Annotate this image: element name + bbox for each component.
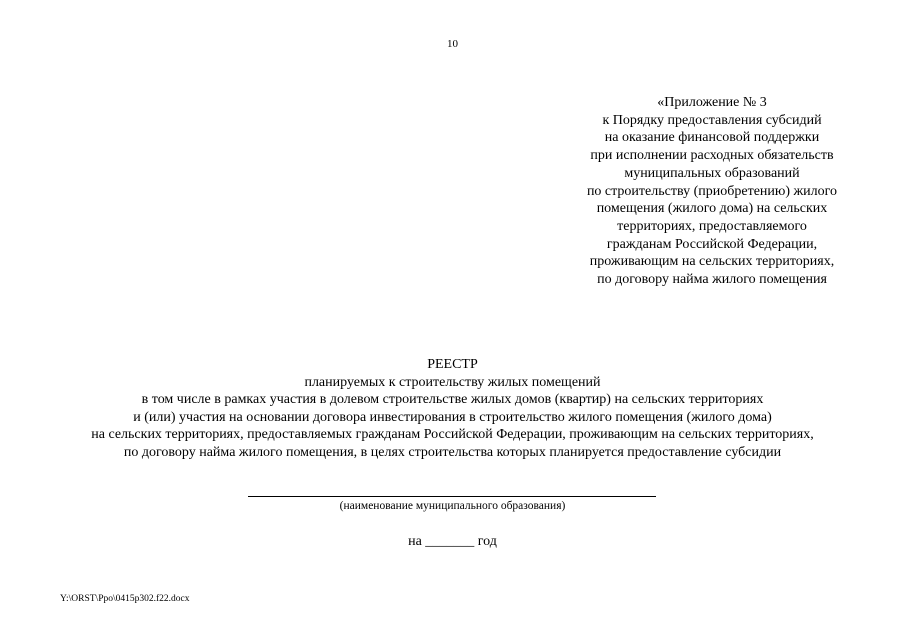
appendix-line: к Порядку предоставления субсидий: [602, 112, 822, 128]
appendix-line: территориях, предоставляемого: [617, 218, 807, 234]
registry-subtitle-line: планируемых к строительству жилых помещений: [304, 374, 601, 390]
appendix-line: помещения (жилого дома) на сельских: [596, 201, 828, 217]
registry-title: [0, 356, 905, 461]
appendix-line: при исполнении расходных обязательств: [590, 148, 834, 164]
registry-subtitle-line: по договору найма жилого помещения, в целях строительства которых планируется предоставление субсидии: [123, 444, 782, 460]
appendix-line: муниципальных образований: [624, 165, 800, 181]
appendix-line: на оказание финансовой поддержки: [604, 130, 820, 146]
page-number: 10: [447, 38, 458, 50]
appendix-line: по договору найма жилого помещения: [597, 272, 827, 288]
appendix-header: [557, 94, 867, 289]
file-path-footer: Y:\ORST\Ppo\0415p302.f22.docx: [60, 594, 190, 604]
municipality-caption: (наименование муниципального образования): [339, 500, 566, 512]
registry-heading: РЕЕСТР: [427, 357, 478, 372]
appendix-line: проживающим на сельских территориях,: [589, 254, 835, 270]
appendix-line: «Приложение № 3: [657, 95, 767, 110]
registry-subtitle-line: в том числе в рамках участия в долевом строительстве жилых домов (квартир) на сельских территориях: [141, 392, 764, 407]
appendix-line: гражданам Российской Федерации,: [606, 236, 818, 252]
registry-subtitle-line: и (или) участия на основании договора инвестирования в строительство жилого помещения (жилого дома): [133, 409, 772, 425]
registry-subtitle-line: на сельских территориях, предоставляемых гражданам Российской Федерации, проживающим на сельских территориях,: [91, 427, 814, 442]
municipality-underline: [248, 496, 656, 497]
year-line: на _______ год: [408, 534, 497, 549]
appendix-line: по строительству (приобретению) жилого: [586, 183, 838, 199]
